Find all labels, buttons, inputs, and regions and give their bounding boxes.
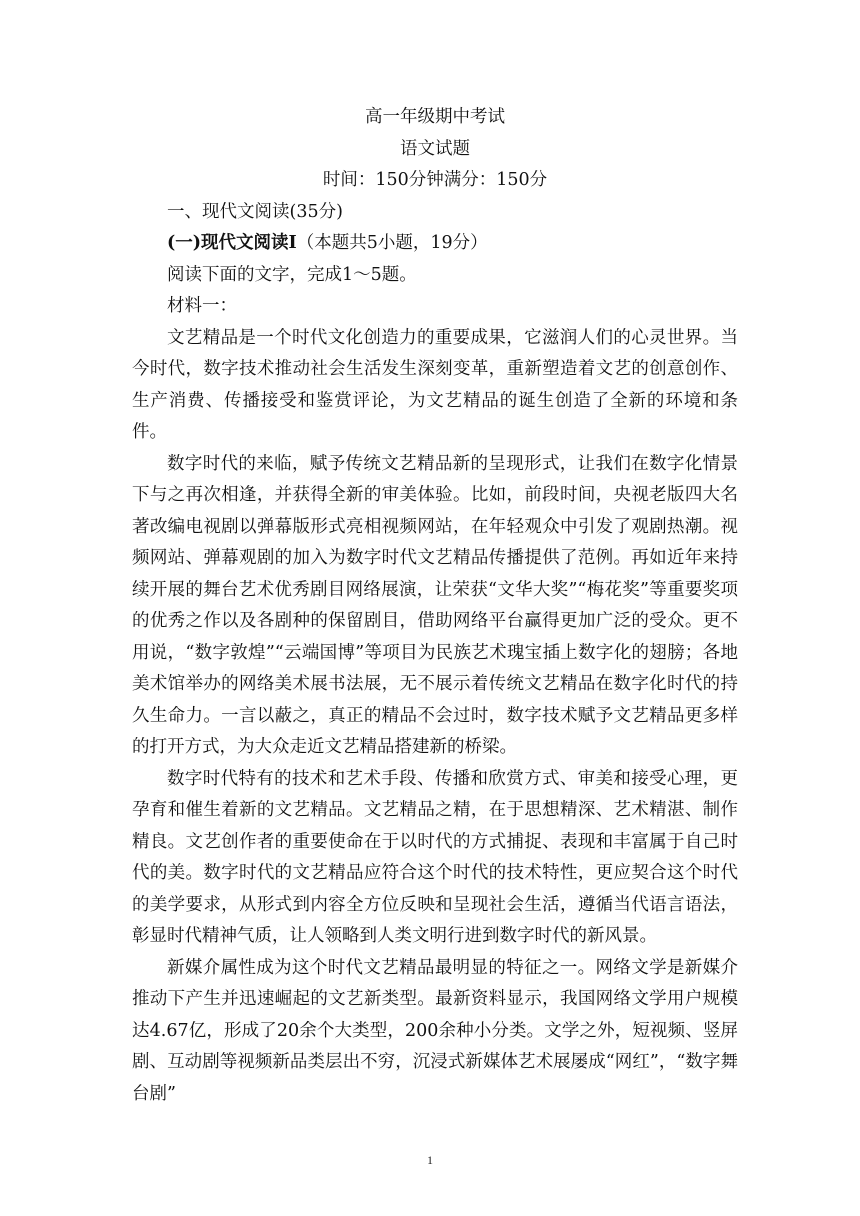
- material-label: 材料一：: [167, 296, 237, 316]
- subsection-note: （本题共5小题，19分）: [296, 233, 488, 253]
- body-paragraph: 新媒介属性成为这个时代文艺精品最明显的特征之一。网络文学是新媒介推动下产生并迅速崛起的文艺新类型。最新资料显示，我国网络文学用户规模达4.67亿，形成了20余个大类型，200余种小分类。文学之外，短视频、竖屏剧、互动剧等视频新品类层出不穷，沉浸式新媒体艺术展屡成“网红”，“数字舞台剧”: [132, 957, 738, 1104]
- subject-title: 语文试题: [400, 138, 470, 159]
- subsection-heading: [132, 228, 738, 260]
- body-paragraph: 数字时代特有的技术和艺术手段、传播和欣赏方式、审美和接受心理，更孕育和催生着新的文艺精品。文艺精品之精，在于思想精深、艺术精湛、制作精良。文艺创作者的重要使命在于以时代的方式捕捉、表现和丰富属于自己时代的美。数字时代的文艺精品应符合这个时代的技术特性，更应契合这个时代的美学要求，从形式到内容全方位反映和呈现社会生活，遵循当代语言语法，彰显时代精神气质，让人领略到人类文明行进到数字时代的新风景。: [132, 768, 738, 946]
- reading-instruction: 阅读下面的文字，完成1～5题。: [167, 264, 417, 285]
- body-paragraph: 文艺精品是一个时代文化创造力的重要成果，它滋润人们的心灵世界。当今时代，数字技术推动社会生活发生深刻变革，重新塑造着文艺的创意创作、生产消费、传播接受和鉴赏评论，为文艺精品的诞生创造了全新的环境和条件。: [132, 327, 738, 442]
- section-heading: 一、现代文阅读(35分): [167, 201, 343, 222]
- subsection-bold-label: (一)现代文阅读Ⅰ: [167, 233, 297, 253]
- exam-title: 高一年级期中考试: [365, 107, 505, 127]
- body-paragraph: 数字时代的来临，赋予传统文艺精品新的呈现形式，让我们在数字化情景下与之再次相逢，并获得全新的审美体验。比如，前段时间，央视老版四大名著改编电视剧以弹幕版形式亮相视频网站，在年轻观众中引发了观剧热潮。视频网站、弹幕观剧的加入为数字时代文艺精品传播提供了范例。再如近年来持续开展的舞台艺术优秀剧目网络展演，让荣获“文华大奖”“梅花奖”等重要奖项的优秀之作以及各剧种的保留剧目，借助网络平台赢得更加广泛的受众。更不用说，“数字敦煌”“云端国博”等项目为民族艺术瑰宝插上数字化的翅膀；各地美术馆举办的网络美术展书法展，无不展示着传统文艺精品在数字化时代的持久生命力。一言以蔽之，真正的精品不会过时，数字技术赋予文艺精品更多样的打开方式，为大众走近文艺精品搭建新的桥梁。: [132, 453, 738, 757]
- page-content: [132, 102, 738, 1110]
- page-number: 1: [427, 1153, 433, 1167]
- time-info: 时间：150分钟满分：150分: [322, 170, 548, 190]
